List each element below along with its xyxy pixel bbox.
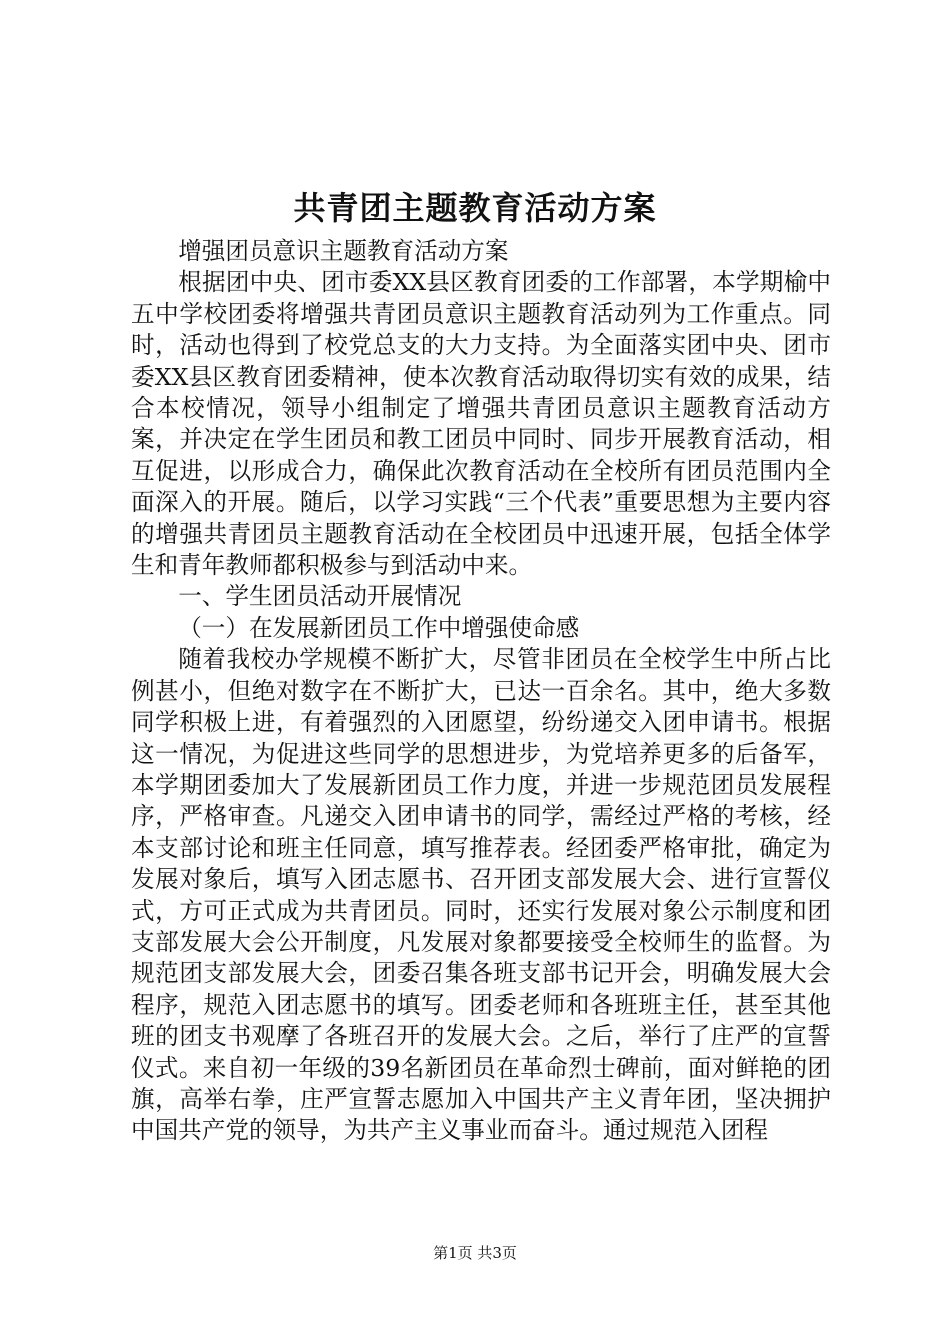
paragraph-intro: 根据团中央、团市委XX县区教育团委的工作部署，本学期榆中五中学校团委将增强共青团员意识主题教育活动列为工作重点。同时，活动也得到了校党总支的大力支持。为全面落实团中央、团市委XX县区教育团委精神，使本次教育活动取得切实有效的成果，结合本校情况，领导小组制定了增强共青团员意识主题教育活动方案，并决定在学生团员和教工团员中同时、同步开展教育活动，相互促进，以形成合力，确保此次教育活动在全校所有团员范围内全面深入的开展。随后，以学习实践“三个代表”重要思想为主要内容的增强共青团员主题教育活动在全校团员中迅速开展，包括全体学生和青年教师都积极参与到活动中来。 bbox=[131, 268, 831, 580]
document-body bbox=[131, 236, 831, 1147]
page-footer: 第1页 共3页 bbox=[433, 1244, 517, 1262]
paragraph-subtitle: 增强团员意识主题教育活动方案 bbox=[178, 237, 509, 265]
subsection-heading: （一）在发展新团员工作中增强使命感 bbox=[178, 613, 580, 642]
paragraph-body: 随着我校办学规模不断扩大，尽管非团员在全校学生中所占比例甚小，但绝对数字在不断扩大，已达一百余名。其中，绝大多数同学积极上进，有着强烈的入团愿望，纷纷递交入团申请书。根据这一情况，为促进这些同学的思想进步，为党培养更多的后备军，本学期团委加大了发展新团员工作力度，并进一步规范团员发展程序，严格审查。凡递交入团申请书的同学，需经过严格的考核，经本支部讨论和班主任同意，填写推荐表。经团委严格审批，确定为发展对象后，填写入团志愿书、召开团支部发展大会、进行宣誓仪式，方可正式成为共青团员。同时，还实行发展对象公示制度和团支部发展大会公开制度，凡发展对象都要接受全校师生的监督。为规范团支部发展大会，团委召集各班支部书记开会，明确发展大会程序，规范入团志愿书的填写。团委老师和各班班主任，甚至其他班的团支书观摩了各班召开的发展大会。之后，举行了庄严的宣誓仪式。来自初一年级的39名新团员在革命烈士碑前，面对鲜艳的团旗，高举右拳，庄严宣誓志愿加入中国共产主义青年团，坚决拥护中国共产党的领导，为共产主义事业而奋斗。通过规范入团程 bbox=[131, 645, 831, 1145]
document-title: 共青团主题教育活动方案 bbox=[293, 189, 657, 227]
section-heading: 一、学生团员活动开展情况 bbox=[178, 582, 462, 611]
